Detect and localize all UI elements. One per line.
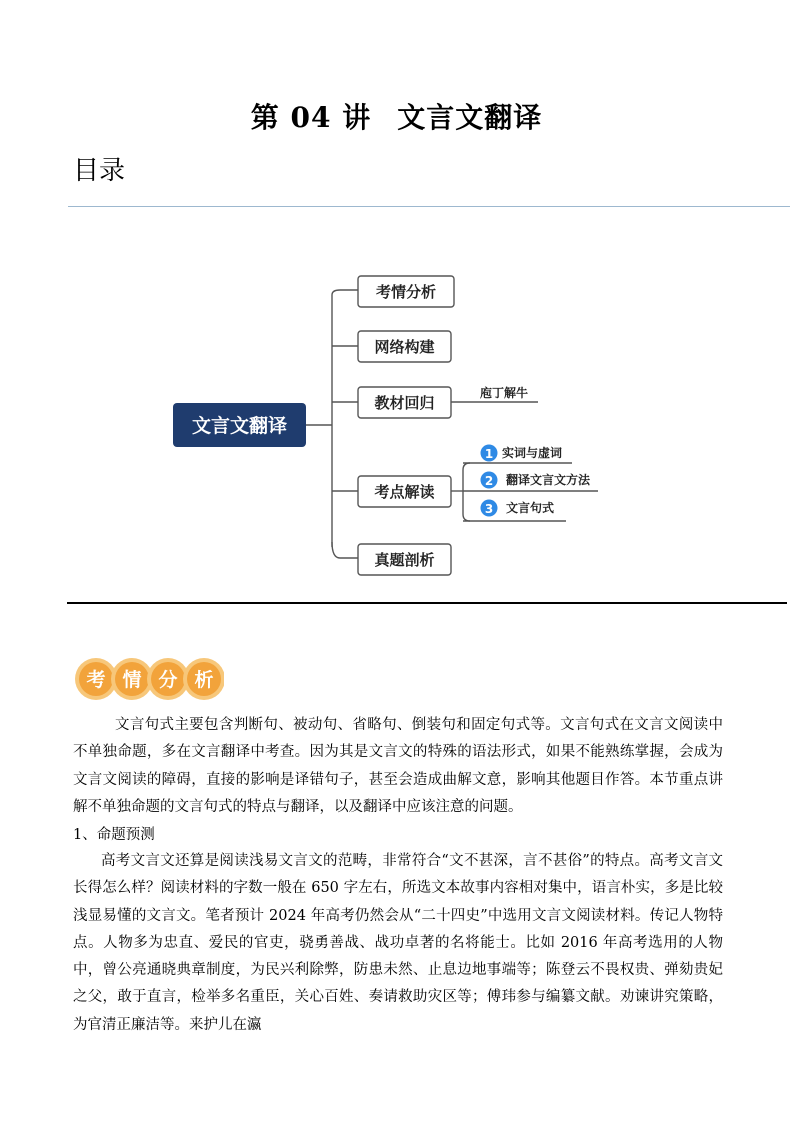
badge-char: 情 bbox=[122, 669, 142, 691]
branch-label: 网络构建 bbox=[374, 338, 435, 356]
subitem-2 bbox=[481, 472, 592, 489]
branch-label: 考点解读 bbox=[374, 483, 435, 501]
subitem-label: 实词与虚词 bbox=[502, 446, 563, 460]
badge-char: 考 bbox=[86, 669, 106, 691]
mindmap-root-label: 文言文翻译 bbox=[191, 415, 288, 437]
badge-char: 分 bbox=[158, 669, 178, 691]
mindmap-branch bbox=[358, 331, 451, 362]
lecture-topic: 文言文翻译 bbox=[397, 101, 543, 134]
subitem-label: 翻译文言文方法 bbox=[506, 473, 591, 487]
subsection-heading: 1、命题预测 bbox=[73, 827, 155, 843]
intro-paragraph: 文言句式主要包含判断句、被动句、省略句、倒装句和固定句式等。文言句式在文言文阅读中不单独命题，多在文言翻译中考查。因为其是文言文的特殊的语法形式，如果不能熟练掌握，会成为文言文阅读的障碍，直接的影响是译错句子，甚至会造成曲解文意，影响其他题目作答。本节重点讲解不单独命题的文言句式的特点与翻译，以及翻译中应该注意的问题。 bbox=[73, 717, 723, 815]
mindmap-root bbox=[173, 403, 306, 447]
section-divider bbox=[67, 602, 787, 604]
subitem-3 bbox=[481, 500, 555, 517]
branch-leaf-label: 庖丁解牛 bbox=[480, 386, 529, 400]
toc-divider bbox=[68, 206, 790, 207]
subitem-number: 3 bbox=[484, 502, 494, 516]
mindmap-branch bbox=[358, 476, 451, 507]
mindmap-branch bbox=[358, 387, 451, 418]
subitem-number: 1 bbox=[484, 447, 494, 461]
prediction-paragraph: 高考文言文还算是阅读浅易文言文的范畴，非常符合“文不甚深，言不甚俗”的特点。高考文言文长得怎么样？阅读材料的字数一般在 650 字左右，所选文本故事内容相对集中，语言朴实，多是比较浅显易懂的文言文。笔者预计 2024 年高考仍然会从“二十四史”中选用文言文阅读材料。传记人物特点。人物多为忠直、爱民的官吏，骁勇善战、战功卓著的名将能士。比如 2016 年高考选用的人物中，曾公亮通晓典章制度，为民兴利除弊，防患未然、止息边地事端等；陈登云不畏权贵、弹劾贵妃之父，敢于直言，检举多名重臣，关心百姓、奏请救助灾区等；傅玮参与编纂文献。劝谏讲究策略，为官清正廉洁等。来护儿在瀛 bbox=[73, 853, 723, 1033]
lecture-number: 第 04 讲 bbox=[250, 101, 372, 134]
mindmap-branch bbox=[358, 544, 451, 575]
badge-char: 析 bbox=[194, 669, 214, 691]
branch-label: 教材回归 bbox=[374, 394, 435, 412]
subitem-number: 2 bbox=[484, 474, 494, 488]
subitem-1 bbox=[481, 445, 563, 462]
branch-label: 考情分析 bbox=[375, 283, 437, 301]
subitem-label: 文言句式 bbox=[506, 501, 555, 515]
toc-heading: 目录 bbox=[73, 156, 126, 186]
mind-map bbox=[0, 260, 793, 590]
branch-label: 真题剖析 bbox=[374, 551, 435, 569]
mindmap-branch bbox=[358, 276, 454, 307]
page-title bbox=[0, 96, 793, 136]
section-badge bbox=[74, 656, 224, 702]
